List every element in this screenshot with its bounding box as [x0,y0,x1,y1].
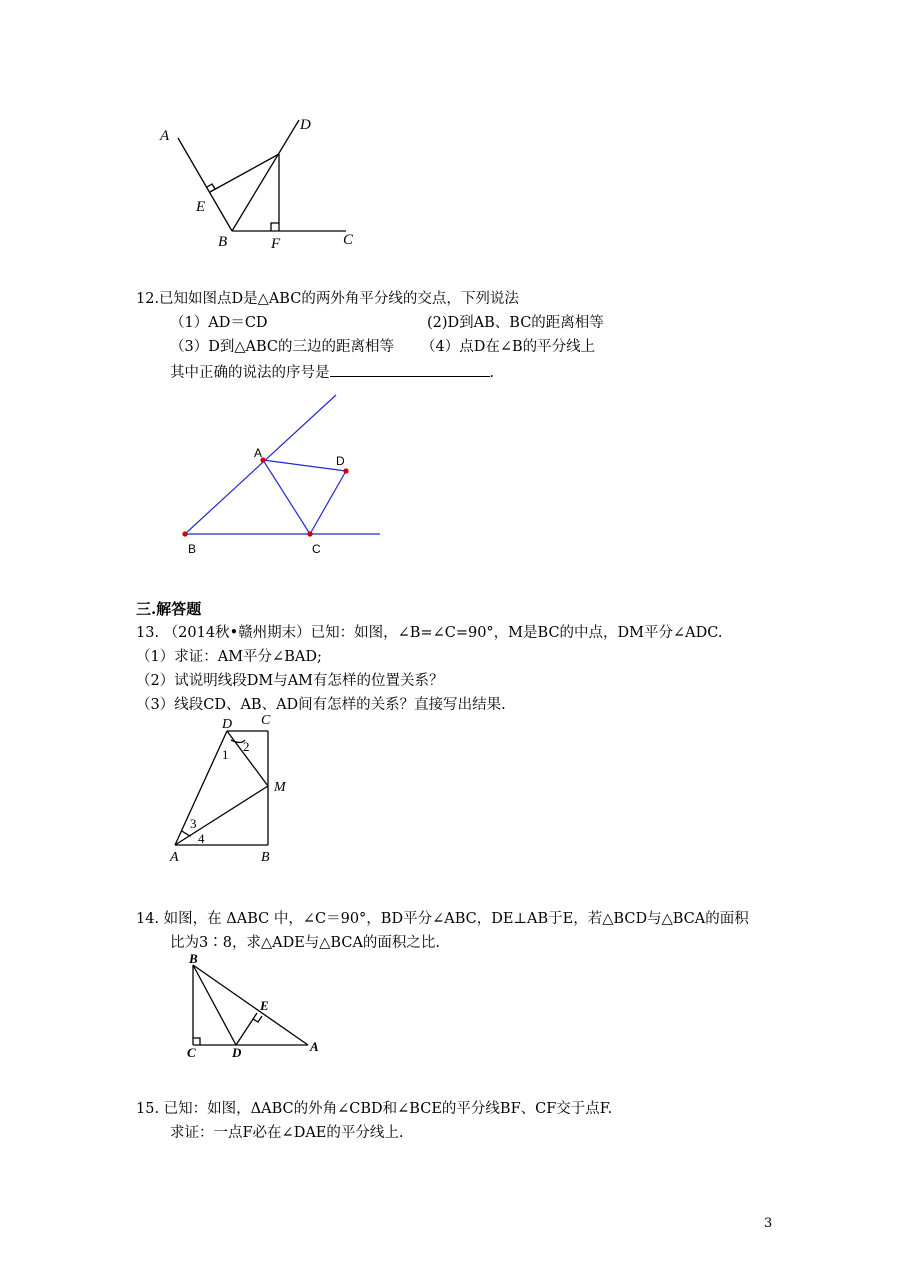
label-B: B [261,850,270,865]
angle-arc-A [182,831,191,836]
label-C: C [312,542,321,556]
q12-option-3: （3）D到△ABC的三边的距离相等 [170,339,394,355]
q12-option-1: （1）AD＝CD [170,315,268,331]
figure-q11 [150,110,370,250]
segment-BA [193,965,308,1045]
label-C: C [343,232,354,248]
q13-part-3: （3）线段CD、AB、AD间有怎样的关系？直接写出结果. [136,697,506,713]
figure-q14 [180,950,330,1065]
label-C: C [261,713,271,728]
page-number: 3 [764,1216,773,1231]
q12-question-text: 其中正确的说法的序号是 [170,365,330,381]
segment-DC [310,471,346,534]
q12-stem: 12.已知如图点D是△ABC的两外角平分线的交点，下列说法 [136,291,519,307]
right-angle-E [207,184,215,189]
q13-part-2: （2）试说明线段DM与AM有怎样的位置关系？ [136,673,444,689]
label-4: 4 [198,831,205,846]
point-D [343,468,348,473]
q15-line-2: 求证：一点F必在∠DAE的平分线上. [170,1125,404,1141]
label-A: A [160,128,170,144]
label-3: 3 [190,816,197,831]
q14-line-2: 比为3∶8，求△ADE与△BCA的面积之比. [170,935,441,951]
q12-answer-blank[interactable] [330,362,490,377]
right-angle-F [271,223,279,231]
ray-BD [232,120,299,231]
label-E: E [260,998,269,1013]
label-A: A [310,1039,319,1054]
figure-q12 [170,390,390,560]
label-A: A [170,850,179,865]
section-title: 三.解答题 [136,600,202,618]
figure-q13 [165,712,305,867]
segment-AD [263,460,346,471]
label-E: E [196,199,206,215]
point-C [307,531,312,536]
right-angle-C [193,1038,200,1045]
segment-EP [210,154,279,192]
label-D: D [222,717,233,732]
label-A: A [254,446,263,460]
q12-question [170,362,494,382]
q15-line-1: 15. 已知：如图，ΔABC的外角∠CBD和∠BCE的平分线BF、CF交于点F. [136,1101,613,1117]
q13-stem: 13. （2014秋•赣州期末）已知：如图，∠B=∠C=90°，M是BC的中点，DM平分∠ADC. [136,625,723,641]
segment-AC [263,460,310,534]
q12-option-4: （4）点D在∠B的平分线上 [421,339,596,355]
q13-part-1: （1）求证：AM平分∠BAD; [136,649,322,665]
label-2: 2 [243,739,250,754]
q12-option-2: (2)D到AB、BC的距离相等 [427,315,604,331]
line-BA-extended [185,395,336,534]
label-F: F [271,236,281,252]
q14-line-1: 14. 如图，在 ΔABC 中，∠C＝90°，BD平分∠ABC，DE⊥AB于E，若△BCD与△BCA的面积 [136,911,749,927]
label-D: D [232,1045,242,1060]
segment-DE [236,1013,257,1045]
label-M: M [274,780,286,795]
label-1: 1 [222,747,229,762]
point-B [182,531,187,536]
q12-question-end: . [489,365,495,381]
segment-BD [193,965,236,1045]
label-D: D [336,454,345,468]
label-D: D [300,117,311,133]
label-C: C [187,1045,196,1060]
label-B: B [188,542,197,556]
label-B: B [189,951,198,966]
label-B: B [218,234,228,250]
